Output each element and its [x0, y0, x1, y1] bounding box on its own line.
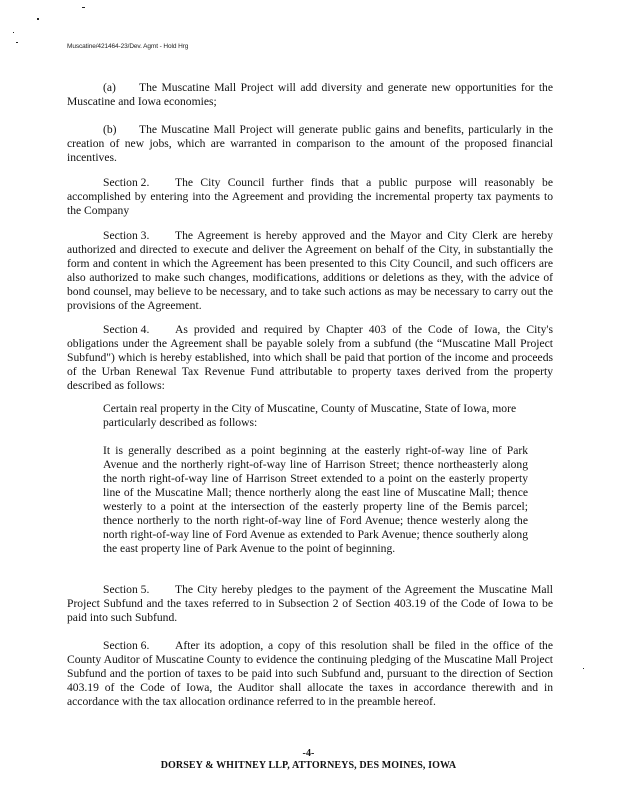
item-label: (a) [103, 81, 116, 94]
section-text: As provided and required by Chapter 403 of the Code of Iowa, the City's obligations under the Agreement shall be payable solely from a subfund (the “Muscatine Mall Project Subfund") which is hereby established, into which shall be paid that portion of the income and proceeds of the Urban Renewal Tax Revenue Fund attributable to property taxes derived from the property described as follows: [67, 323, 553, 392]
item-label: (b) [103, 123, 117, 136]
property-intro [103, 402, 528, 430]
scan-speck [583, 668, 584, 669]
section-6 [67, 639, 553, 709]
section-2 [67, 176, 553, 218]
item-text: The Muscatine Mall Project will generate public gains and benefits, particularly in the creation of new jobs, which are warranted in comparison to the amount of the proposed financial incentives. [67, 123, 553, 164]
section-text: The City hereby pledges to the payment of the Agreement the Muscatine Mall Project Subfund and the taxes referred to in Subsection 2 of Section 403.19 of the Code of Iowa to be paid into such Subfund. [67, 583, 553, 624]
item-b-body [67, 123, 553, 165]
section-label: Section 3. [103, 229, 150, 242]
section-text: After its adoption, a copy of this resolution shall be filed in the office of the County Auditor of Muscatine County to evidence the continuing pledging of the Muscatine Mall Project Subfund and the portion of taxes to be paid into such Subfund and, pursuant to the direction of Section 403.19 of the Code of Iowa, the Auditor shall allocate the taxes in accordance therewith and in accordance with the tax allocation ordinance referred to in the preamble hereof. [67, 639, 553, 708]
section-text: The Agreement is hereby approved and the Mayor and City Clerk are hereby authorized and directed to execute and deliver the Agreement on behalf of the City, in substantially the form and content in which the Agreement has been presented to this City Council, and such officers are also authorized to make such changes, modifications, additions or deletions as they, with the advice of bond counsel, may believe to be necessary, and to take such actions as may be necessary to carry out the provisions of the Agreement. [67, 229, 553, 312]
section-5 [67, 583, 553, 625]
document-id: Muscatine/421464-23/Dev. Agmt - Hold Hrg [67, 43, 189, 50]
section-label: Section 4. [103, 323, 150, 336]
scan-speck [13, 32, 14, 33]
section-label: Section 2. [103, 176, 150, 189]
section-label: Section 5. [103, 583, 150, 596]
section-label: Section 6. [103, 639, 150, 652]
section-4 [67, 323, 553, 393]
property-intro-text: Certain real property in the City of Muscatine, County of Muscatine, State of Iowa, more particularly described as follows: [103, 402, 517, 429]
scan-speck [82, 7, 85, 8]
section-text: The City Council further finds that a public purpose will reasonably be accomplished by entering into the Agreement and providing the incremental property tax payments to the Company [67, 176, 553, 217]
scan-speck [37, 18, 39, 20]
legal-description-text: It is generally described as a point beginning at the easterly right-of-way line of Park Avenue and the northerly right-of-way line of Harrison Street; thence northeasterly along the north right-of-way line of Harrison Street extended to a point on the easterly property line of the Muscatine Mall; thence northerly along the east line of Muscatine Mall; thence westerly to a point at the intersection of the easterly property line of the Bemis parcel; thence northerly to the north right-of-way line of Ford Avenue; thence westerly along the north right-of-way line of Ford Avenue as extended to Park Avenue; thence southerly along the east property line of Park Avenue to the point of beginning. [103, 444, 528, 555]
scan-speck [16, 42, 18, 43]
legal-description [103, 444, 528, 556]
firm-footer: DORSEY & WHITNEY LLP, ATTORNEYS, DES MOINES, IOWA [160, 760, 457, 771]
page-number: -4- [302, 748, 315, 759]
section-3 [67, 229, 553, 313]
item-a-body [67, 81, 553, 109]
item-text: The Muscatine Mall Project will add diversity and generate new opportunities for the Muscatine and Iowa economies; [67, 81, 553, 108]
